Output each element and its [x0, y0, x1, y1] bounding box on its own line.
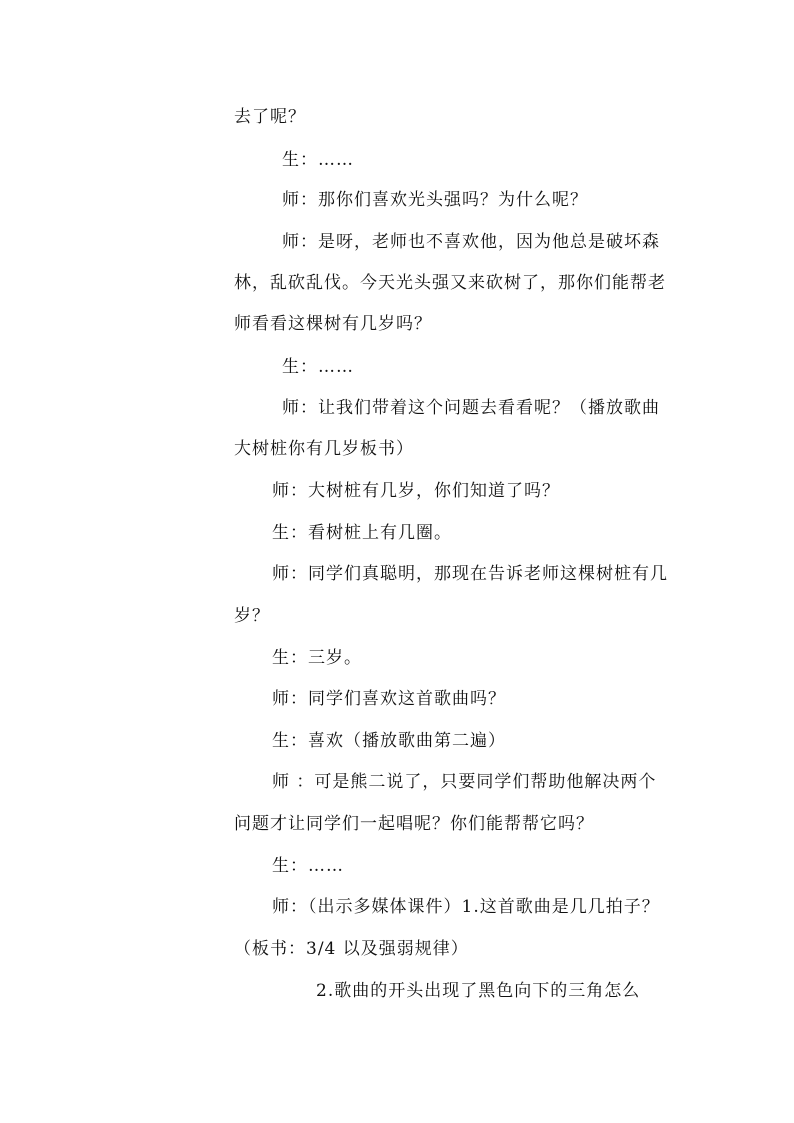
text-line: 师看看这棵树有几岁吗？: [234, 314, 432, 334]
text-line: 师：让我们带着这个问题去看看呢？（播放歌曲: [282, 398, 660, 418]
text-line: 师：是呀，老师也不喜欢他，因为他总是破坏森: [282, 232, 660, 252]
text-line: 生：……: [282, 150, 354, 170]
text-line: 师：（出示多媒体课件）1.这首歌曲是几几拍子？: [272, 897, 660, 917]
text-line: 生：……: [272, 856, 344, 876]
text-line: 生：喜欢（播放歌曲第二遍）: [272, 731, 506, 751]
text-line: 师：那你们喜欢光头强吗？为什么呢？: [282, 190, 588, 210]
text-line: 林，乱砍乱伐。今天光头强又来砍树了，那你们能帮老: [234, 273, 666, 293]
text-line: 问题才让同学们一起唱呢？你们能帮帮它吗？: [234, 814, 594, 834]
text-line: 去了呢？: [234, 107, 306, 127]
text-line: 2.歌曲的开头出现了黑色向下的三角怎么: [316, 981, 641, 1001]
text-line: （板书：3/4 以及强弱规律）: [234, 939, 469, 959]
text-line: 生：三岁。: [272, 648, 362, 668]
text-line: 师：大树桩有几岁，你们知道了吗？: [272, 481, 560, 501]
text-line: 岁？: [234, 606, 270, 626]
text-line: 师 ：可是熊二说了，只要同学们帮助他解决两个: [272, 772, 657, 792]
text-line: 生：……: [282, 357, 354, 377]
text-line: 师：同学们真聪明，那现在告诉老师这棵树桩有几: [272, 564, 668, 584]
text-line: 师：同学们喜欢这首歌曲吗？: [272, 689, 506, 709]
text-line: 大树桩你有几岁板书）: [234, 439, 414, 459]
text-line: 生：看树桩上有几圈。: [272, 523, 452, 543]
